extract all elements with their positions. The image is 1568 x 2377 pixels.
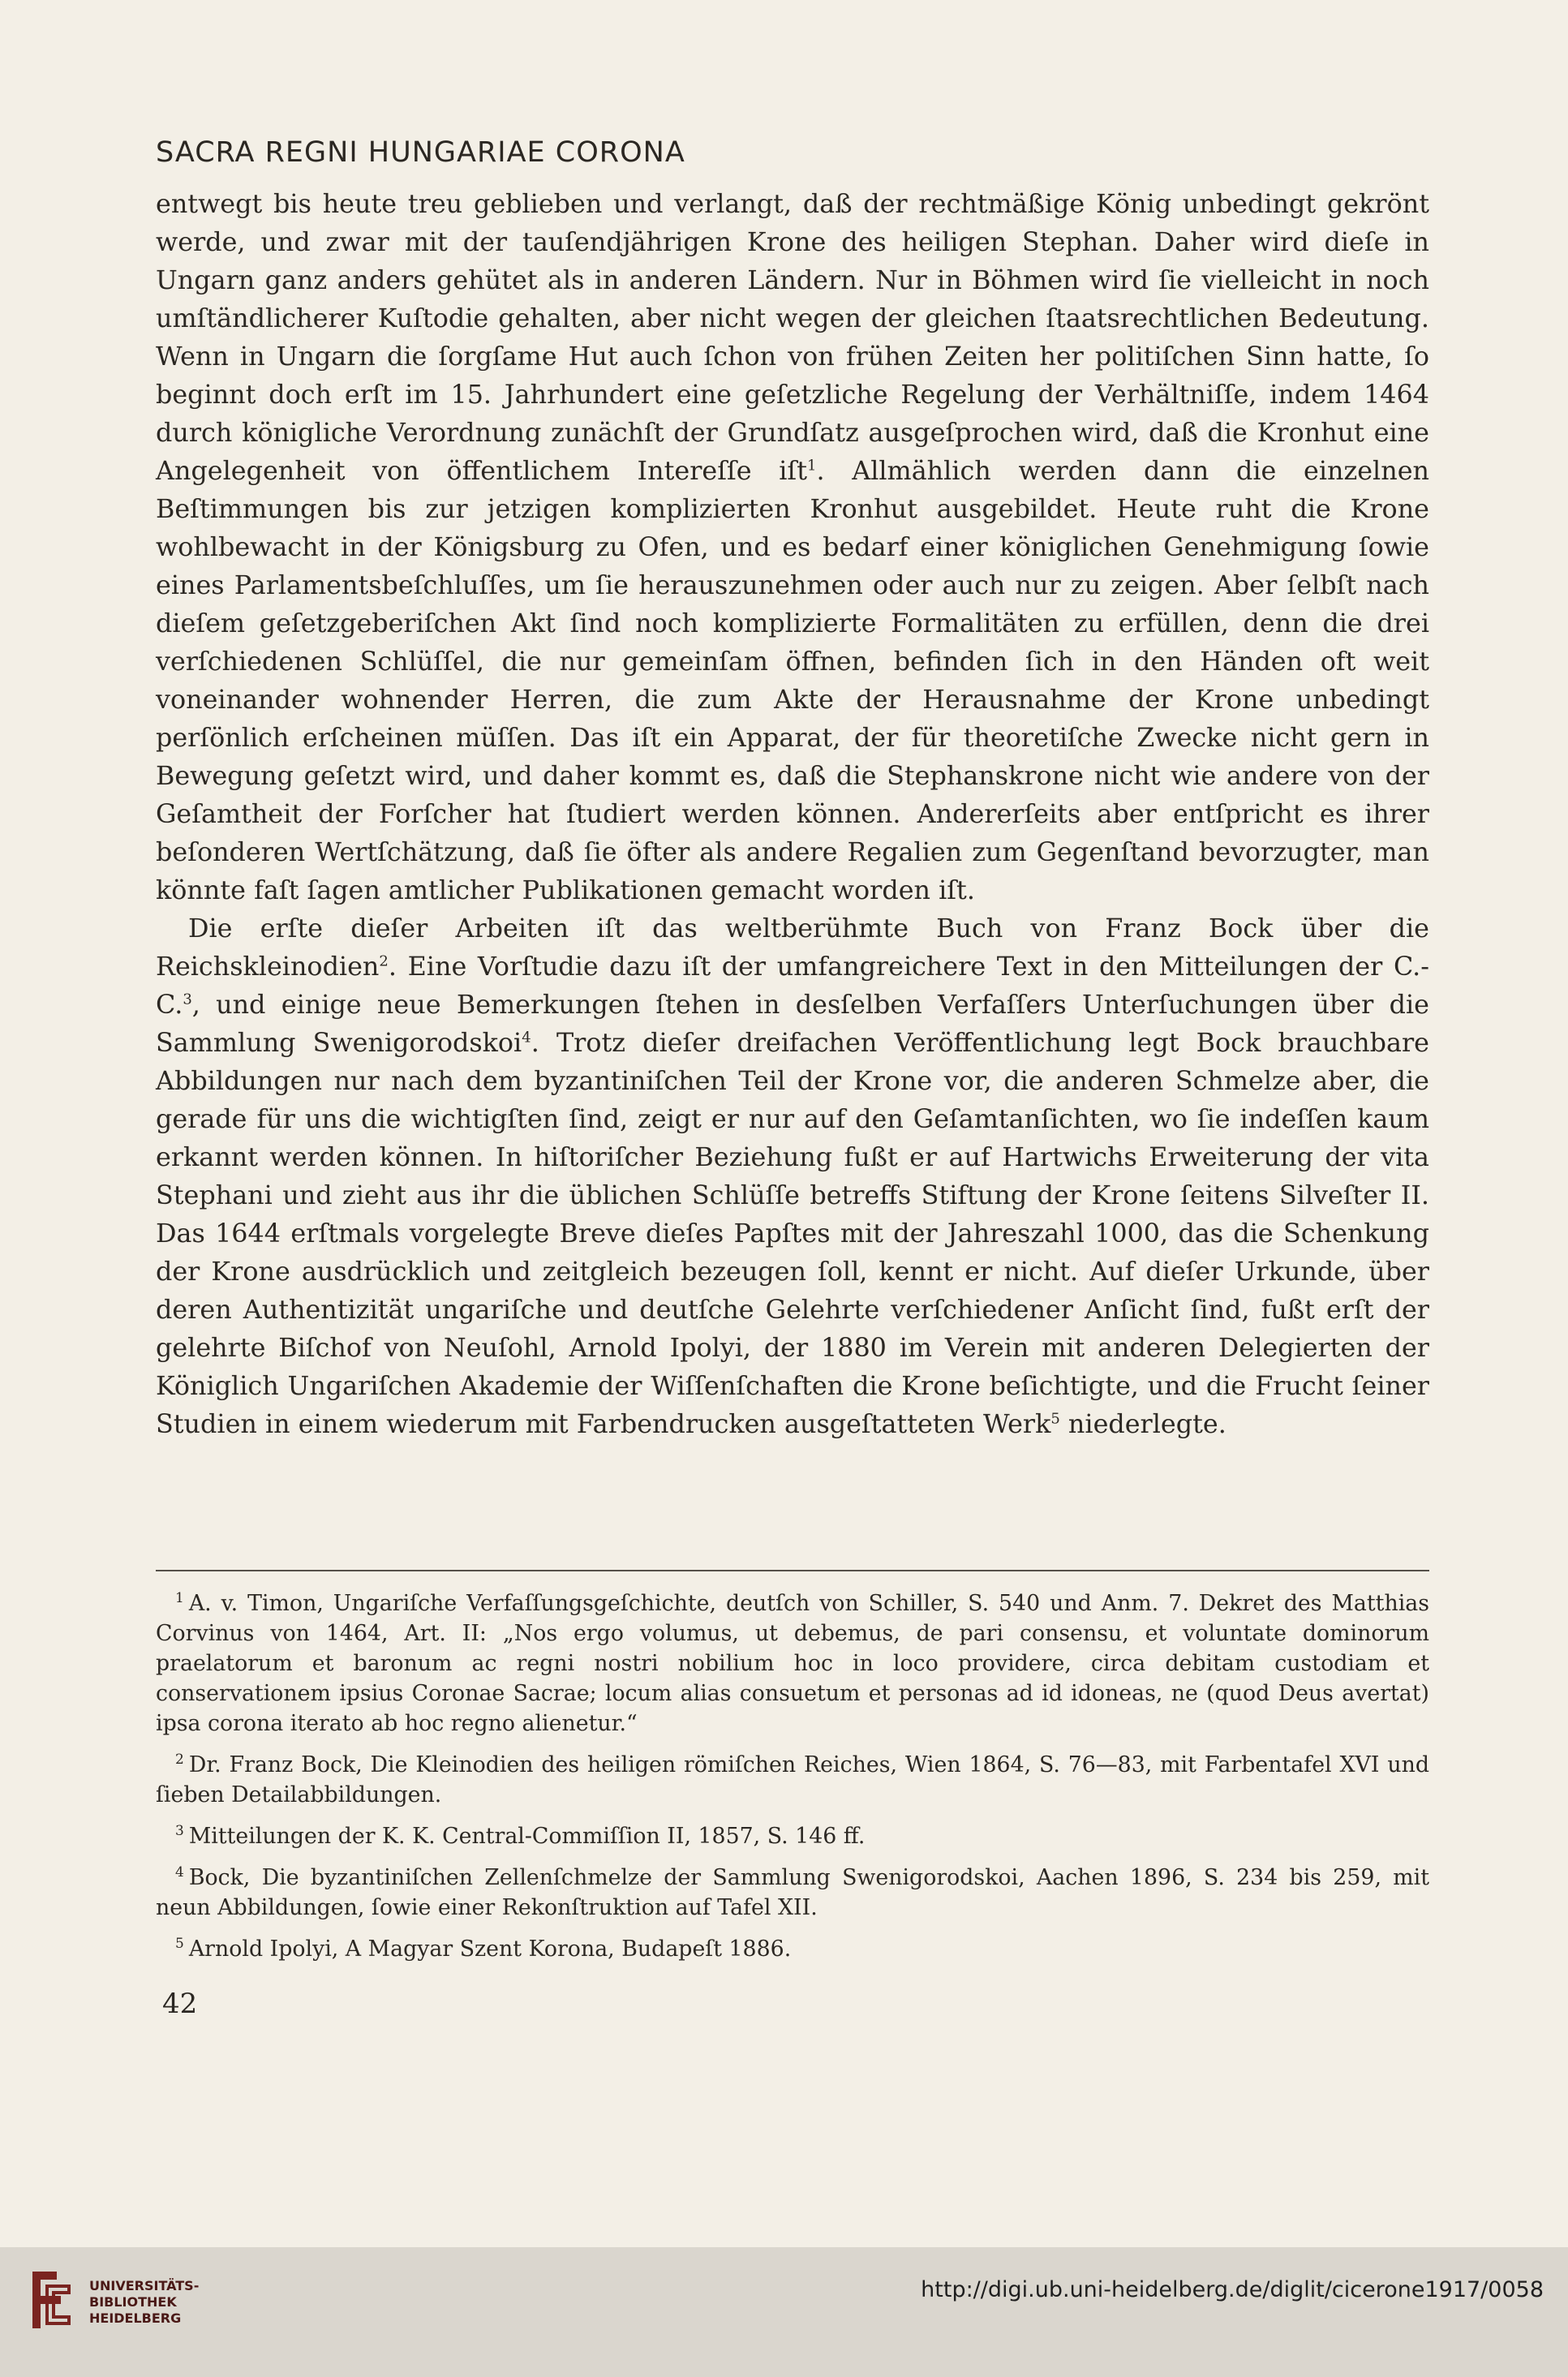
- paragraph-1-part-b: . Allmählich werden dann die einzelnen Beſtimmungen bis zur jetzigen komplizierten Kronhut ausgebildet. Heute ruht die Krone wohlbewacht in der Königsburg zu Ofen, und es bedarf einer königlichen Genehmigung ſowie eines Parlamentsbeſchluſſes, um ſie herauszunehmen oder auch nur zu zeigen. Aber ſelbſt nach dieſem geſetzgeberiſchen Akt ſind noch komplizierte Formalitäten zu erfüllen, denn die drei verſchiedenen Schlüſſel, die nur gemeinſam öffnen, befinden ſich in den Händen oft weit voneinander wohnender Herren, die zum Akte der Herausnahme der Krone unbedingt perſönlich erſcheinen müſſen. Das iſt ein Apparat, der für theoretiſche Zwecke nicht gern in Bewegung geſetzt wird, und daher kommt es, daß die Stephanskrone nicht wie andere von der Geſamtheit der Forſcher hat ſtudiert werden können. Andererſeits aber entſpricht es ihrer beſonderen Wertſchätzung, daß ſie öfter als andere Regalien zum Gegenſtand bevorzugter, man könnte faſt ſagen amtlicher Publikationen gemacht worden iſt.: [156, 456, 1429, 905]
- paragraph-1: [156, 185, 1429, 909]
- library-name-line-2: BIBLIOTHEK: [89, 2294, 177, 2310]
- paragraph-2-part-d: . Trotz dieſer dreifachen Veröffentlichung legt Bock brauchbare Abbildungen nur nach dem byzantiniſchen Teil der Krone vor, die anderen Schmelze aber, die gerade für uns die wichtigſten ſind, zeigt er nur auf den Geſamtanſichten, wo ſie indeſſen kaum erkannt werden können. In hiſtoriſcher Beziehung fußt er auf Hartwichs Erweiterung der vita Stephani und zieht aus ihr die üblichen Schlüſſe betreffs Stiftung der Krone ſeitens Silveſter II. Das 1644 erſtmals vorgelegte Breve dieſes Papſtes mit der Jahreszahl 1000, das die Schenkung der Krone ausdrücklich und zeitgleich bezeugen ſoll, kennt er nicht. Auf dieſer Urkunde, über deren Authentizität ungariſche und deutſche Gelehrte verſchiedener Anſicht ſind, fußt erſt der gelehrte Biſchof von Neuſohl, Arnold Ipolyi, der 1880 im Verein mit anderen Delegierten der Königlich Ungariſchen Akademie der Wiſſenſchaften die Krone beſichtigte, und die Frucht ſeiner Studien in einem wiederum mit Farbendrucken ausgeſtatteten Werk: [156, 1028, 1429, 1439]
- footnote-ref-4[interactable]: 4: [522, 1029, 531, 1047]
- footnote-1: [156, 1588, 1429, 1739]
- footnote-5: [156, 1934, 1429, 1964]
- body-text: [156, 185, 1429, 1443]
- footnote-number-3: 3: [175, 1823, 184, 1840]
- footnote-3: [156, 1821, 1429, 1851]
- paragraph-2-part-b: . Eine Vorſtudie dazu iſt der umfangreichere Text in den Mitteilungen der C.-C.: [156, 952, 1429, 1020]
- footnote-ref-2[interactable]: 2: [379, 952, 389, 970]
- page-number: 42: [162, 1988, 198, 2020]
- footnote-ref-5[interactable]: 5: [1050, 1410, 1060, 1428]
- paragraph-2-part-a: Die erſte dieſer Arbeiten iſt das weltberühmte Buch von Franz Bock über die Reichskleinodien: [156, 913, 1429, 982]
- library-name-line-1: UNIVERSITÄTS-: [89, 2278, 200, 2293]
- footnote-4: [156, 1863, 1429, 1923]
- footnote-number-4: 4: [175, 1864, 184, 1881]
- library-logo-icon: [24, 2263, 73, 2336]
- footnote-ref-1[interactable]: 1: [806, 457, 817, 475]
- footnote-number-1: 1: [175, 1590, 184, 1607]
- footnotes: [156, 1588, 1429, 1975]
- footnote-text-3: Mitteilungen der K. K. Central-Commiſſion II, 1857, S. 146 ff.: [188, 1824, 866, 1849]
- footnote-text-4: Bock, Die byzantiniſchen Zellenſchmelze der Sammlung Swenigorodskoi, Aachen 1896, S. 234 bis 259, mit neun Abbildungen, ſowie einer Rekonſtruktion auf Tafel XII.: [156, 1865, 1429, 1920]
- footnote-number-5: 5: [175, 1936, 184, 1953]
- paragraph-2-part-c: , und einige neue Bemerkungen ſtehen in desſelben Verfaſſers Unterſuchungen über die Sammlung Swenigorodskoi: [156, 990, 1429, 1058]
- library-name: [89, 2278, 199, 2327]
- footnote-text-1: A. v. Timon, Ungariſche Verfaſſungsgeſchichte, deutſch von Schiller, S. 540 und Anm. 7. Dekret des Matthias Corvinus von 1464, Art. II: „Nos ergo volumus, ut debemus, de pari consensu, et voluntate dominorum praelatorum et baronum ac regni nostri nobilium hoc in loco providere, circa debitam custodiam et conservationem ipsius Coronae Sacrae; locum alias consuetum et personas ad id idoneas, ne (quod Deus avertat) ipsa corona iterato ab hoc regno alienetur.“: [156, 1591, 1429, 1736]
- paragraph-1-part-a: entwegt bis heute treu geblieben und verlangt, daß der rechtmäßige König unbedingt gekrönt werde, und zwar mit der tauſendjährigen Krone des heiligen Stephan. Daher wird dieſe in Ungarn ganz anders gehütet als in anderen Ländern. Nur in Böhmen wird ſie vielleicht in noch umſtändlicherer Kuſtodie gehalten, aber nicht wegen der gleichen ſtaatsrechtlichen Bedeutung. Wenn in Ungarn die ſorgſame Hut auch ſchon von frühen Zeiten her politiſchen Sinn hatte, ſo beginnt doch erſt im 15. Jahrhundert eine geſetzliche Regelung der Verhältniſſe, indem 1464 durch königliche Verordnung zunächſt der Grundſatz ausgeſprochen wird, daß die Kronhut eine Angelegenheit von öffentlichem Intereſſe iſt: [156, 189, 1429, 486]
- footnote-text-2: Dr. Franz Bock, Die Kleinodien des heiligen römiſchen Reiches, Wien 1864, S. 76—83, mit Farbentafel XVI und ſieben Detailabbildungen.: [156, 1752, 1429, 1807]
- paragraph-2-part-e: niederlegte.: [1059, 1409, 1226, 1439]
- footnote-divider: [156, 1570, 1429, 1571]
- footnote-2: [156, 1750, 1429, 1810]
- paragraph-2: [156, 909, 1429, 1443]
- library-footer: [0, 2247, 1568, 2377]
- library-name-line-3: HEIDELBERG: [89, 2310, 182, 2326]
- footnote-ref-3[interactable]: 3: [183, 991, 192, 1008]
- footnote-number-2: 2: [175, 1752, 184, 1769]
- source-url-link[interactable]: http://digi.ub.uni-heidelberg.de/diglit/cicerone1917/0058: [921, 2277, 1544, 2302]
- footnote-text-5: Arnold Ipolyi, A Magyar Szent Korona, Budapeſt 1886.: [188, 1936, 792, 1962]
- running-title: SACRA REGNI HUNGARIAE CORONA: [156, 136, 685, 169]
